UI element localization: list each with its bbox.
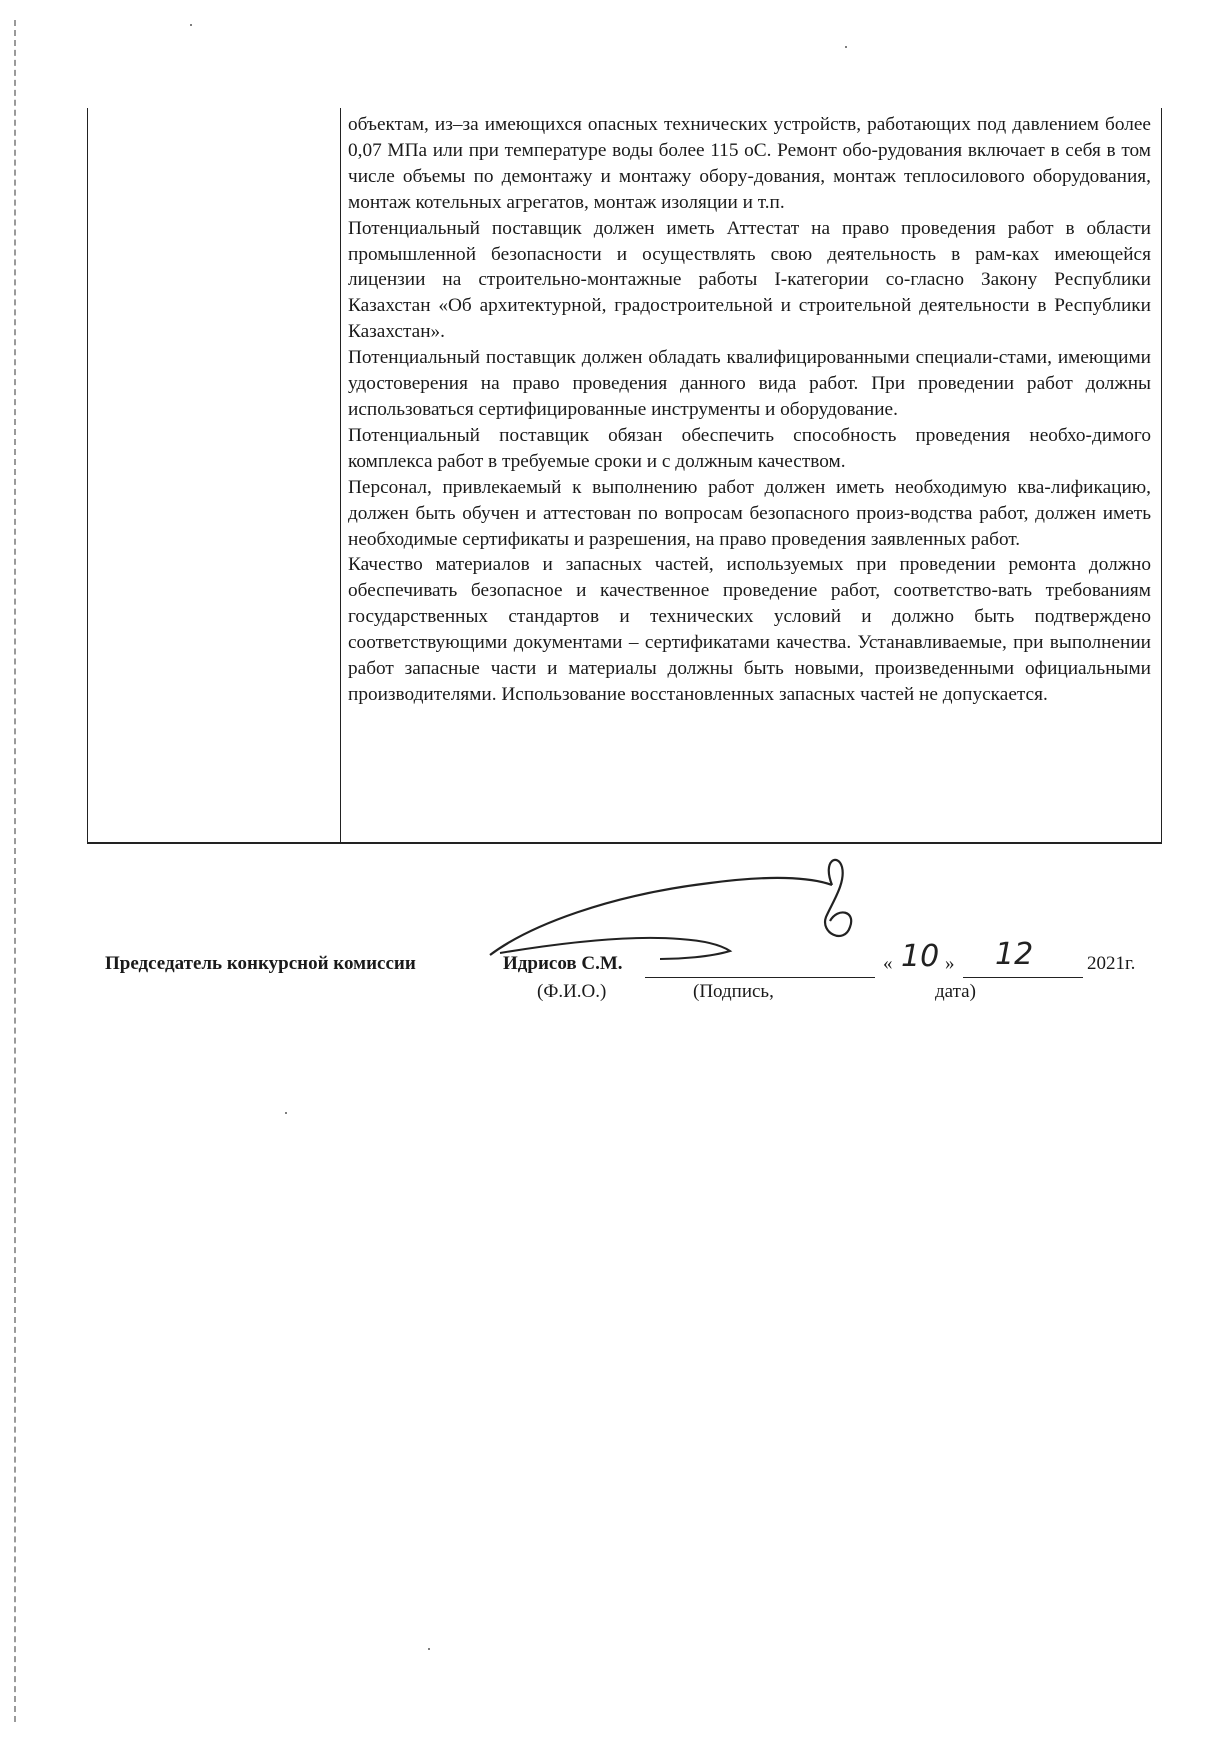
paragraph: Качество материалов и запасных частей, используемых при проведении ремонта должно обеспечивать безопасное и качественное проведение работ, соответство-вать требованиям государственных стандартов и технических условий и должно быть подтверждено соответствующими документами – сертификатами качества. Устанавливаемые, при выполнении работ запасные части и материалы должны быть новыми, произведенными официальными производителями. Использование восстановленных запасных частей не допускается. xyxy=(348,554,1151,705)
requirements-table xyxy=(87,108,1162,844)
signature-line xyxy=(645,977,875,978)
label-signature: (Подпись, xyxy=(693,981,774,1002)
scan-edge-mark xyxy=(14,20,16,1722)
table-column-divider xyxy=(340,108,341,842)
date-year: 2021г. xyxy=(1087,953,1136,974)
paragraph: Потенциальный поставщик должен обладать квалифицированными специали-стами, имеющими удостоверения на право проведения данного вида работ. При проведении работ должны использоваться сертифицированные инструменты и оборудование. xyxy=(348,347,1151,420)
scan-speck xyxy=(285,1112,287,1114)
paragraph: Потенциальный поставщик должен иметь Аттестат на право проведения работ в области промышленной безопасности и осуществлять свою деятельность в рам-ках имеющейся лицензии на строительно-монтажные работы I-категории со-гласно Закону Республики Казахстан «Об архитектурной, градостроительной и строительной деятельности в Республики Казахстан». xyxy=(348,217,1151,343)
label-fio: (Ф.И.О.) xyxy=(537,981,607,1002)
date-quote-open: « xyxy=(883,953,893,974)
chairman-title: Председатель конкурсной комиссии xyxy=(105,953,416,974)
date-line xyxy=(963,977,1083,978)
paragraph: Потенциальный поставщик обязан обеспечить способность проведения необхо-димого комплекса работ в требуемые сроки и с должным качеством. xyxy=(348,424,1151,472)
signature-block xyxy=(105,937,1165,1015)
chairman-name: Идрисов С.М. xyxy=(503,953,623,974)
date-quote-close: » xyxy=(945,953,955,974)
scan-speck xyxy=(190,24,192,26)
paragraph: Персонал, привлекаемый к выполнению работ должен иметь необходимую ква-лификацию, должен быть обучен и аттестован по вопросам безопасного произ-водства работ, должен иметь необходимые сертификаты и разрешения, на право проведения заявленных работ. xyxy=(348,476,1151,550)
date-month: 12 xyxy=(995,937,1034,972)
scan-speck xyxy=(845,46,847,48)
label-date: дата) xyxy=(935,981,976,1002)
date-day: 10 xyxy=(901,939,940,974)
scan-speck xyxy=(428,1648,430,1650)
paragraph: объектам, из–за имеющихся опасных технических устройств, работающих под давлением более 0,07 МПа или при температуре воды более 115 оС. Ремонт обо-рудования включает в себя в том числе объемы по демонтажу и монтажу обору-дования, монтаж теплосилового оборудования, монтаж котельных агрегатов, монтаж изоляции и т.п. xyxy=(348,114,1151,213)
requirements-text xyxy=(348,112,1151,708)
